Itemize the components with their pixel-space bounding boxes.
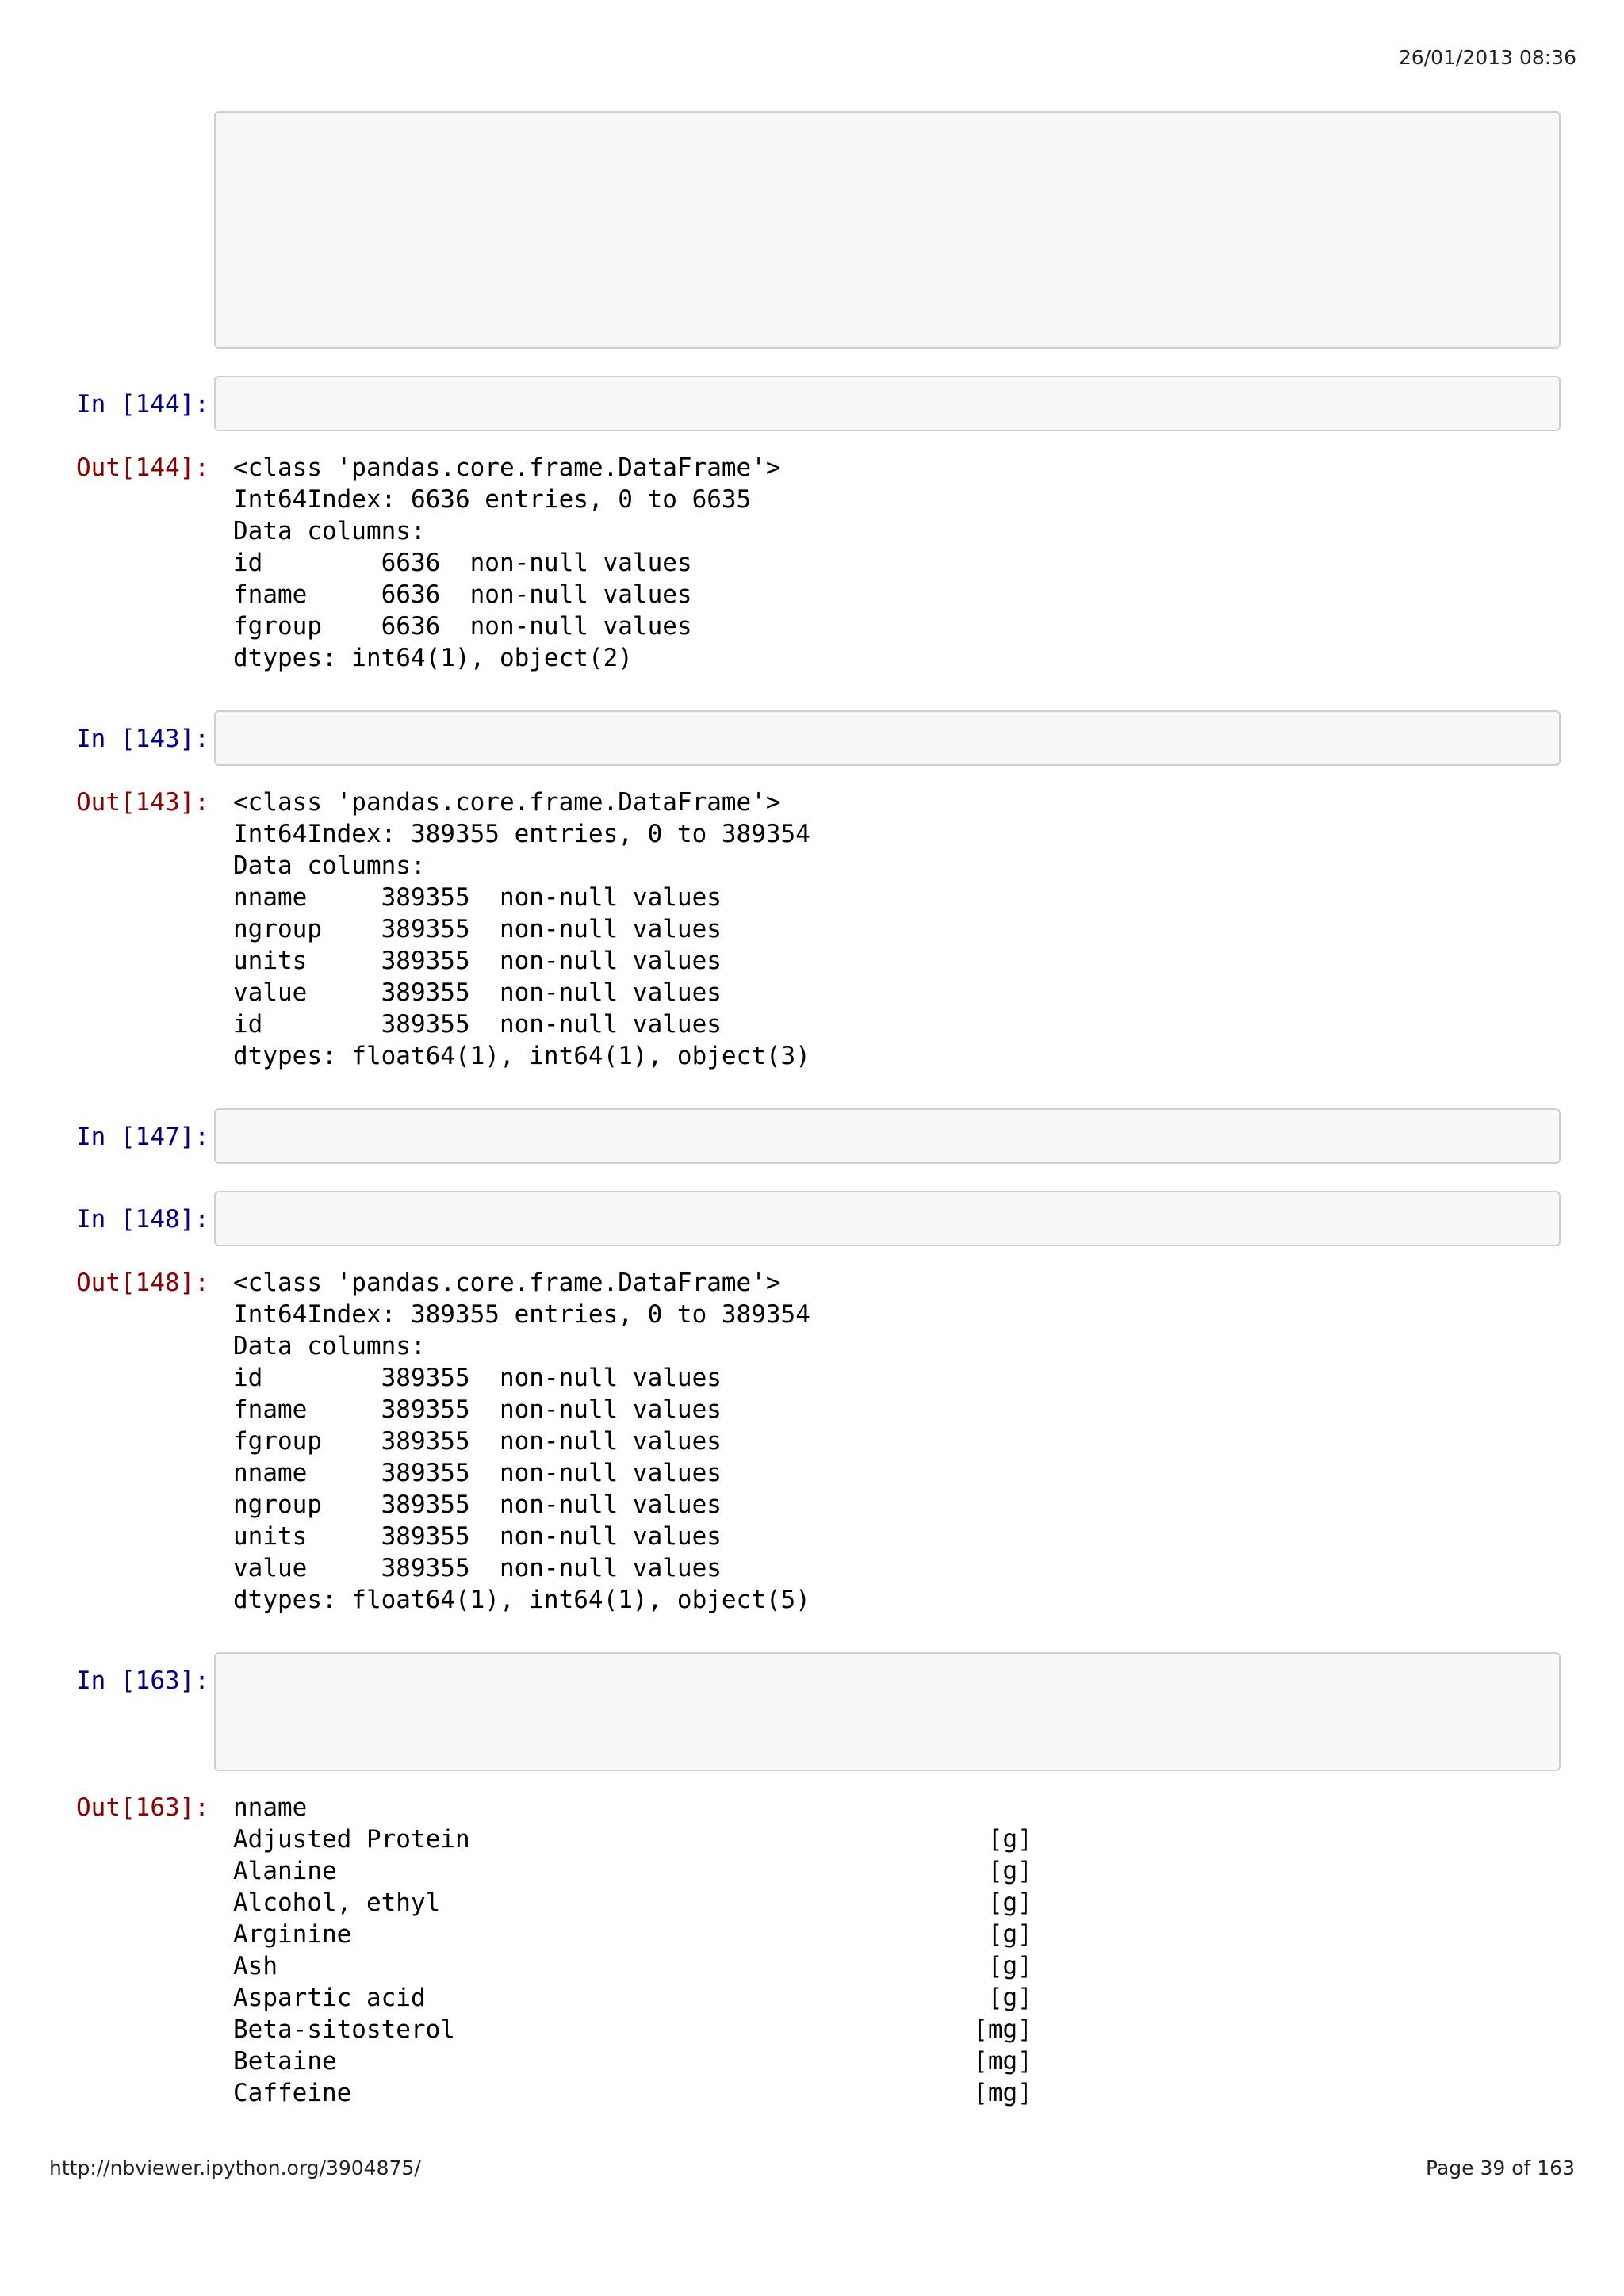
output-prompt: Out[143]: [76, 788, 209, 817]
cell-output: <class 'pandas.core.frame.DataFrame'> Int64Index: 389355 entries, 0 to 389354 Data columns: id 389355 non-null values fname 389355 non-null values fgroup 389355 non-null values nname 389355 non-null values ngroup 389355 non-null values units 389355 non-null values value 389355 non-null values dtypes: float64(1), int64(1), object(5) [233, 1269, 810, 1614]
input-prompt: In [144]: [76, 390, 209, 419]
code-input-box[interactable] [214, 1108, 1561, 1164]
cell-output: nname Adjusted Protein [g] Alanine [g] Alcohol, ethyl [g] Arginine [g] Ash [g] Aspartic acid [g] Beta-sitosterol [mg] Betaine [mg] Caffeine [mg] [233, 1793, 1032, 2107]
code-input-box[interactable] [214, 710, 1561, 766]
input-prompt: In [148]: [76, 1205, 209, 1234]
input-prompt: In [163]: [76, 1667, 209, 1695]
input-prompt: In [143]: [76, 725, 209, 753]
cell-output: <class 'pandas.core.frame.DataFrame'> Int64Index: 389355 entries, 0 to 389354 Data columns: nname 389355 non-null values ngroup 389355 non-null values units 389355 non-null values value 389355 non-null values id 389355 non-null values dtypes: float64(1), int64(1), object(3) [233, 788, 810, 1070]
code-input-box[interactable] [214, 111, 1561, 349]
output-prompt: Out[144]: [76, 453, 209, 482]
code-input-box[interactable] [214, 1652, 1561, 1771]
input-prompt: In [147]: [76, 1123, 209, 1151]
code-input-box[interactable] [214, 376, 1561, 431]
code-input-box[interactable] [214, 1191, 1561, 1246]
print-timestamp: 26/01/2013 08:36 [1398, 46, 1576, 69]
cell-output: <class 'pandas.core.frame.DataFrame'> Int64Index: 6636 entries, 0 to 6635 Data columns: id 6636 non-null values fname 6636 non-null values fgroup 6636 non-null values dtypes: int64(1), object(2) [233, 453, 781, 672]
code-text [227, 1662, 1548, 1725]
page-number: Page 39 of 163 [1426, 2156, 1575, 2179]
output-prompt: Out[163]: [76, 1793, 209, 1822]
code-text [227, 121, 1548, 311]
footer-url: http://nbviewer.ipython.org/3904875/ [49, 2156, 421, 2179]
output-prompt: Out[148]: [76, 1269, 209, 1297]
